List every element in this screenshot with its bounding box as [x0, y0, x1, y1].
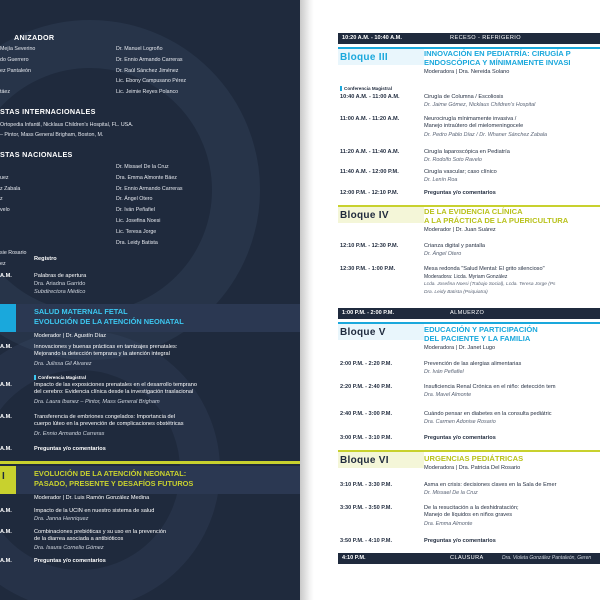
magistral-label: Conferencia Magistral: [34, 375, 86, 380]
block-moderator: Moderador | Dr. Agustín Díaz: [34, 333, 107, 339]
time: 11:00 A.M. - 11:20 A.M.: [340, 116, 400, 122]
right-page: [314, 0, 600, 600]
block-label: I: [2, 471, 5, 482]
time: A.M.: [0, 446, 12, 452]
apertura-speaker: Dra. Ariadna Garrido: [34, 281, 86, 287]
talk-title: Neurocirugía mínimamente invasiva / Manejo intraútero del mielomeningocele: [424, 116, 524, 130]
questions: Preguntas y/o comentarios: [34, 446, 106, 452]
time: A.M.: [0, 529, 12, 535]
block-accent: [0, 304, 16, 332]
organizers-left: Mejía Severino do Guerrero ez Pantaleón táez: [0, 46, 36, 96]
block-moderator: Moderadora | Dra. Nereida Solano: [424, 69, 510, 75]
time: A.M.: [0, 414, 12, 420]
time: A.M.: [0, 344, 12, 350]
speaker: Dr. Pedro Pablo Díaz / Dr. Whaner Sánchez Zabala: [424, 132, 548, 138]
time: A.M.: [0, 508, 12, 514]
talk-title: Cirugía laparoscópica en Pediatría: [424, 149, 510, 155]
receso-time: 10:20 A.M. - 10:40 A.M.: [342, 35, 402, 41]
speaker: Dra. Janna Henriquez: [34, 516, 89, 522]
nac-left: uez z Zabala z velo sie Rosario ez: [0, 174, 27, 268]
block-title: DE LA EVIDENCIA CLÍNICA A LA PRÁCTICA DE LA PUERICULTURA: [424, 207, 569, 225]
block-header: [0, 466, 300, 494]
talk-title: De la resucitación a la deshidratación; Manejo de líquidos en niños graves: [424, 505, 519, 519]
speaker: Dr. Jaime Gómez, Nicklaus Children's Hospital: [424, 102, 536, 108]
time: A.M.: [0, 558, 12, 564]
talk-title: Combinaciones prebióticas y su uso en la prevención de la diarrea asociada a antibióticos: [34, 529, 167, 543]
block-label: Bloque V: [340, 327, 386, 338]
time: 11:20 A.M. - 11:40 A.M.: [340, 149, 400, 155]
speaker: Moderadora: Licda. Myriam González: [424, 274, 508, 280]
talk-title: Innovaciones y buenas prácticas en tamizajes prenatales: Mejorando la detección temprana y la atención integral: [34, 344, 178, 358]
page-fold: [300, 0, 314, 600]
time: 2:20 P.M. - 2:40 P.M.: [340, 384, 393, 390]
speaker: Dra. Mavel Almonte: [424, 392, 472, 398]
block-title: SALUD MATERNAL FETAL: [34, 307, 128, 316]
time: 10:40 A.M. - 11:00 A.M.: [340, 94, 400, 100]
speaker: Dra. Leidy Batista (Psiquiatra): [424, 290, 488, 295]
speaker: Dra. Emma Almonte: [424, 521, 473, 527]
block-title: EVOLUCIÓN DE LA ATENCIÓN NEONATAL:: [34, 469, 187, 478]
clausura-label: CLAUSURA: [450, 555, 484, 561]
decorative-swirl: [0, 330, 220, 600]
receso-bar: [338, 33, 600, 44]
block-title: PASADO, PRESENTE Y DESAFÍOS FUTUROS: [34, 479, 194, 488]
intl-list: Ortopedia Infantil, Nicklaus Children's Hospital, FL. USA. – Pintor, Mass General Brigham, Boston, M.: [0, 122, 134, 138]
talk-title: Cirugía vascular; caso clínico: [424, 169, 497, 175]
questions: Preguntas y/o comentarios: [34, 558, 106, 564]
time: 12:10 P.M. - 12:30 P.M.: [340, 243, 399, 249]
talk-title: Prevención de las alergias alimentarias: [424, 361, 522, 367]
clausura-bar: [338, 553, 600, 564]
speaker: Dr. Missael De la Cruz: [424, 490, 478, 496]
block-title: INNOVACIÓN EN PEDIATRÍA: CIRUGÍA P ENDOSCÓPICA Y MÍNIMAMENTE INVASI: [424, 49, 571, 67]
block-title: EVOLUCIÓN DE LA ATENCIÓN NEONATAL: [34, 317, 184, 326]
questions: Preguntas y/o comentarios: [424, 538, 496, 544]
time: 3:10 P.M. - 3:30 P.M.: [340, 482, 393, 488]
time: 2:00 P.M. - 2:20 P.M.: [340, 361, 393, 367]
nac-right: Dr. Missael De la Cruz Dra. Emma Almonte Báez Dr. Ennio Armando Carreras Dr. Ángel Otero Dr. Iván Peñafiel Lic. Josefina Noesi Lic. Teresa Jorge Dra. Leidy Batista: [116, 164, 183, 246]
time: A.M.: [0, 382, 12, 388]
block-title: URGENCIAS PEDIÁTRICAS: [424, 454, 524, 463]
talk-title: Cirugía de Columna / Escoliosis: [424, 94, 504, 100]
speaker: Dra. Carmen Adonise Rosario: [424, 419, 496, 425]
block-moderator: Moderadora | Dra. Patricia Del Rosario: [424, 465, 521, 471]
apertura-role: Subdirectora Médico: [34, 289, 86, 295]
almuerzo-bar: [338, 308, 600, 319]
clausura-time: 4:10 P.M.: [342, 555, 366, 561]
block-label: Bloque VI: [340, 455, 389, 466]
intl-heading: STAS INTERNACIONALES: [0, 107, 96, 116]
speaker: Dra. Laura Ibanez – Pintor, Mass General Brigham: [34, 399, 160, 405]
block-moderator: Moderadora | Dr. Janet Lugo: [424, 345, 496, 351]
block-title: EDUCACIÓN Y PARTICIPACIÓN DEL PACIENTE Y LA FAMILIA: [424, 325, 538, 343]
speaker: Dr. Rodolfo Soto Ravelo: [424, 157, 482, 163]
receso-label: RECESO - REFRIGERIO: [450, 35, 522, 41]
talk-title: Mesa redonda "Salud Mental: El grito silencioso": [424, 266, 545, 272]
speaker: Dr. Iván Peñafiel: [424, 369, 464, 375]
accent-line: [0, 461, 300, 464]
clausura-speaker: Dra. Violeta González Pantaleón, Geren: [502, 555, 592, 561]
almuerzo-label: ALMUERZO: [450, 310, 485, 316]
speaker: Dr. Ennio Armando Carreras: [34, 431, 105, 437]
time: 2:40 P.M. - 3:00 P.M.: [340, 411, 393, 417]
apertura-title: Palabras de apertura: [34, 273, 87, 279]
registro: Registro: [34, 256, 57, 262]
time: 12:30 P.M. - 1:00 P.M.: [340, 266, 396, 272]
time: 11:40 A.M. - 12:00 P.M.: [340, 169, 399, 175]
time: 3:50 P.M. - 4:10 P.M.: [340, 538, 393, 544]
speaker: Dr. Lenín Roa: [424, 177, 458, 183]
time: 12:00 P.M. - 12:10 P.M.: [340, 190, 399, 196]
almuerzo-time: 1:00 P.M. - 2:00 P.M.: [342, 310, 395, 316]
block-moderator: Moderador | Dr. Juan Suárez: [424, 227, 496, 233]
questions: Preguntas y/o comentarios: [424, 190, 496, 196]
talk-title: Transferencia de embriones congelados: Importancia del cuerpo lúteo en la prevención de complicaciones obstétricas: [34, 414, 184, 428]
talk-title: Insuficiencia Renal Crónica en el niño: detección tem: [424, 384, 556, 390]
talk-title: Crianza digital y pantalla: [424, 243, 485, 249]
talk-title: Asma en crisis: decisiones claves en la Sala de Emer: [424, 482, 557, 488]
time: 3:00 P.M. - 3:10 P.M.: [340, 435, 393, 441]
talk-title: Cuándo pensar en diabetes en la consulta pediátric: [424, 411, 552, 417]
block-label: Bloque III: [340, 52, 388, 63]
block-moderator: Moderador | Dr. Luis Ramón González Medina: [34, 495, 150, 501]
talk-title: Impacto de la UCIN en nuestro sistema de salud: [34, 508, 155, 514]
speaker: Dra. Julissa Gil Alvarez: [34, 361, 92, 367]
block-label: Bloque IV: [340, 210, 389, 221]
time: A.M.: [0, 273, 12, 279]
magistral-label: Conferencia Magistral: [340, 86, 392, 91]
speaker: Dr. Ángel Otero: [424, 251, 462, 257]
organizers-right: Dr. Manuel Logroño Dr. Ennio Armando Carreras Dr. Raúl Sánchez Jiménez Lic. Ebony Campusano Pérez Lic. Jeimie Reyes Polanco: [116, 46, 187, 96]
organizer-heading: ANIZADOR: [14, 33, 55, 42]
nac-heading: STAS NACIONALES: [0, 150, 73, 159]
questions: Preguntas y/o comentarios: [424, 435, 496, 441]
speaker: Lcda. Josefina Noesi (Trabajo Social), Lcda. Teresa Jorge (Ps: [424, 282, 556, 287]
speaker: Dra. Isaura Cornelio Gómez: [34, 545, 104, 551]
time: 3:30 P.M. - 3:50 P.M.: [340, 505, 393, 511]
talk-title: Impacto de las exposiciones prenatales en el desarrollo temprano del cerebro: Evidencia clínica desde la investigación traslacional: [34, 382, 197, 396]
block-header: [0, 304, 300, 332]
